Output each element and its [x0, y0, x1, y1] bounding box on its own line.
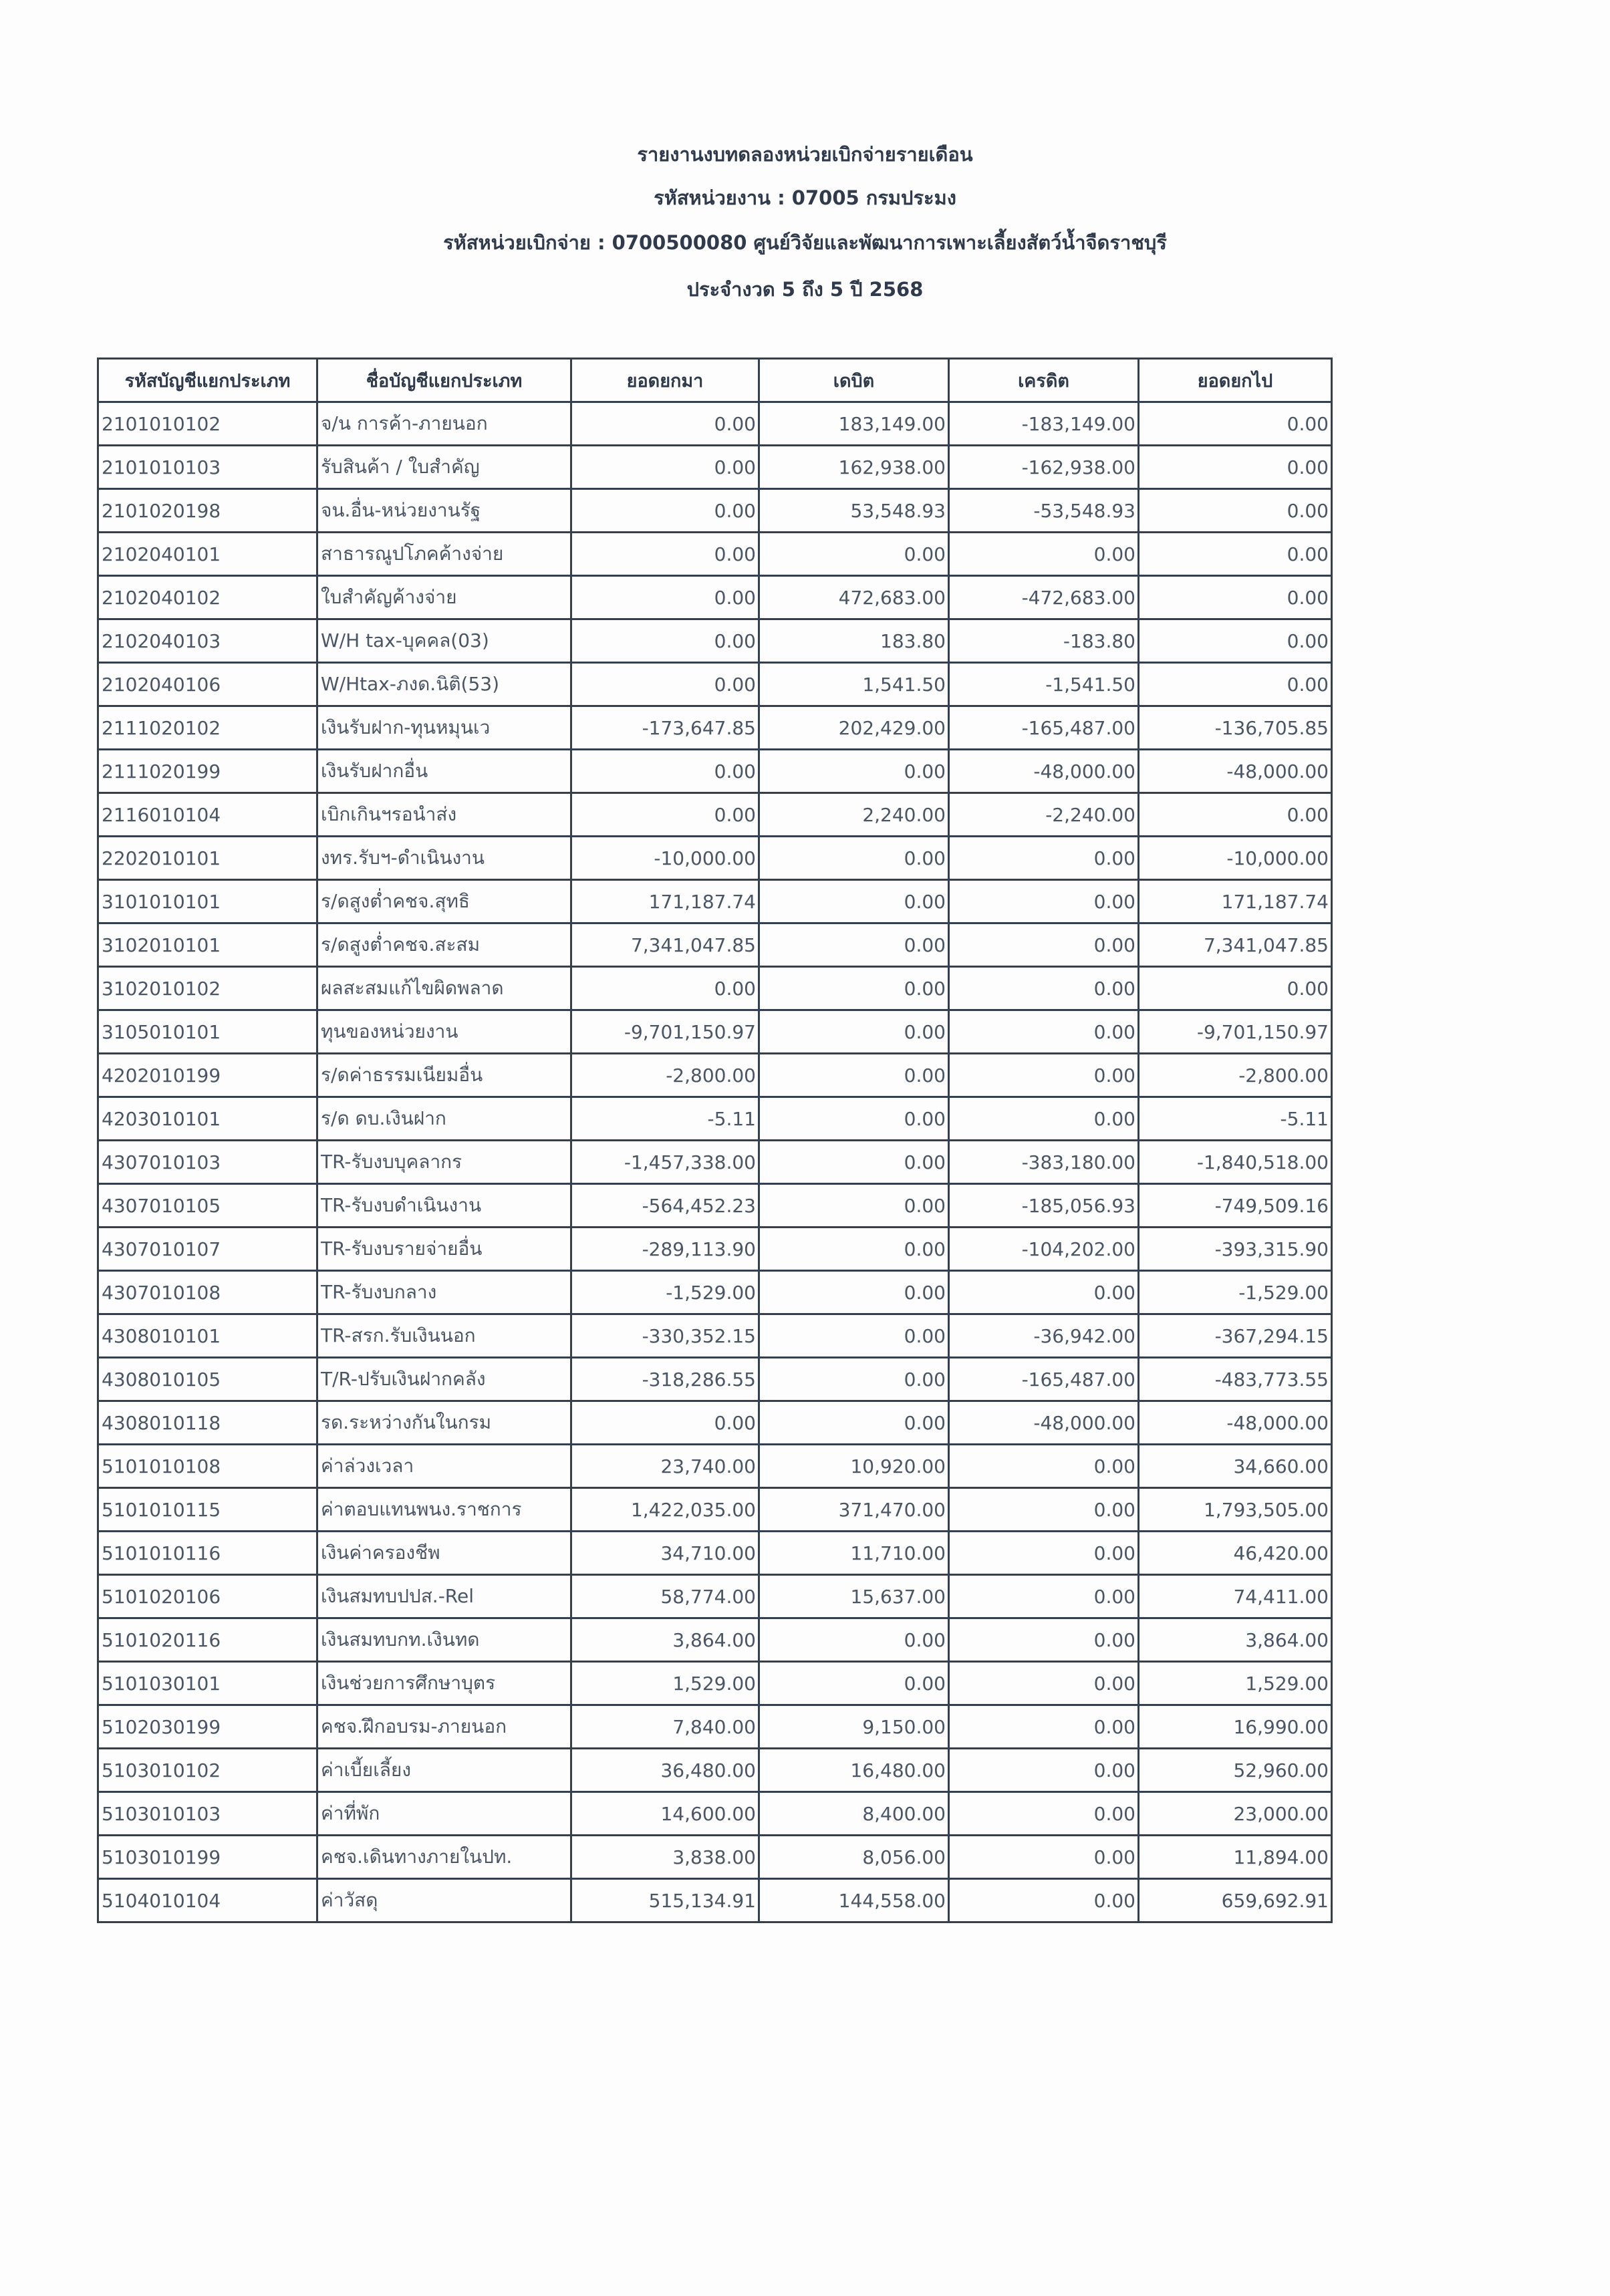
brought-forward-cell: -1,457,338.00 — [571, 1141, 759, 1184]
credit-cell: -36,942.00 — [949, 1314, 1139, 1358]
table-header-row — [98, 359, 1332, 402]
debit-cell: 472,683.00 — [759, 576, 949, 619]
carried-forward-cell: 52,960.00 — [1139, 1749, 1332, 1792]
account-code-cell: 5101020106 — [98, 1575, 317, 1618]
brought-forward-cell: 58,774.00 — [571, 1575, 759, 1618]
account-code-cell: 3105010101 — [98, 1010, 317, 1054]
account-name-cell: รับสินค้า / ใบสำคัญ — [317, 446, 571, 489]
brought-forward-cell: -173,647.85 — [571, 706, 759, 750]
account-name-cell: เงินรับฝากอื่น — [317, 750, 571, 793]
table-row — [98, 1228, 1332, 1271]
account-code-cell: 3102010102 — [98, 967, 317, 1010]
carried-forward-cell: -393,315.90 — [1139, 1228, 1332, 1271]
carried-forward-cell: 0.00 — [1139, 967, 1332, 1010]
carried-forward-cell: 659,692.91 — [1139, 1879, 1332, 1922]
carried-forward-cell: -5.11 — [1139, 1097, 1332, 1141]
carried-forward-cell: -48,000.00 — [1139, 1401, 1332, 1445]
credit-cell: -383,180.00 — [949, 1141, 1139, 1184]
account-name-cell: TR-รับงบรายจ่ายอื่น — [317, 1228, 571, 1271]
account-name-cell: ร/ดสูงต่ำคชจ.สุทธิ — [317, 880, 571, 923]
header-debit: เดบิต — [759, 359, 949, 402]
debit-cell: 0.00 — [759, 923, 949, 967]
credit-cell: 0.00 — [949, 1010, 1139, 1054]
carried-forward-cell: 0.00 — [1139, 446, 1332, 489]
credit-cell: -165,487.00 — [949, 1358, 1139, 1401]
table-row — [98, 793, 1332, 837]
brought-forward-cell: 36,480.00 — [571, 1749, 759, 1792]
brought-forward-cell: -9,701,150.97 — [571, 1010, 759, 1054]
header-account-name: ชื่อบัญชีแยกประเภท — [317, 359, 571, 402]
account-name-cell: คชจ.เดินทางภายในปท. — [317, 1836, 571, 1879]
brought-forward-cell: 23,740.00 — [571, 1445, 759, 1488]
credit-cell: -104,202.00 — [949, 1228, 1139, 1271]
account-name-cell: สาธารณูปโภคค้างจ่าย — [317, 533, 571, 576]
debit-cell: 371,470.00 — [759, 1488, 949, 1532]
account-code-cell: 3101010101 — [98, 880, 317, 923]
brought-forward-cell: 0.00 — [571, 446, 759, 489]
credit-cell: 0.00 — [949, 1097, 1139, 1141]
brought-forward-cell: -564,452.23 — [571, 1184, 759, 1228]
carried-forward-cell: 0.00 — [1139, 533, 1332, 576]
account-name-cell: TR-รับงบบุคลากร — [317, 1141, 571, 1184]
table-row — [98, 750, 1332, 793]
credit-cell: 0.00 — [949, 1879, 1139, 1922]
credit-cell: -185,056.93 — [949, 1184, 1139, 1228]
account-name-cell: รด.ระหว่างกันในกรม — [317, 1401, 571, 1445]
account-code-cell: 4307010107 — [98, 1228, 317, 1271]
account-name-cell: เงินสมทบปปส.-Rel — [317, 1575, 571, 1618]
table-row — [98, 1662, 1332, 1705]
credit-cell: 0.00 — [949, 1836, 1139, 1879]
debit-cell: 2,240.00 — [759, 793, 949, 837]
debit-cell: 0.00 — [759, 1097, 949, 1141]
debit-cell: 183,149.00 — [759, 402, 949, 446]
account-code-cell: 2102040101 — [98, 533, 317, 576]
brought-forward-cell: -289,113.90 — [571, 1228, 759, 1271]
table-row — [98, 1271, 1332, 1314]
account-code-cell: 4308010101 — [98, 1314, 317, 1358]
table-row — [98, 1575, 1332, 1618]
carried-forward-cell: -483,773.55 — [1139, 1358, 1332, 1401]
debit-cell: 183.80 — [759, 619, 949, 663]
credit-cell: 0.00 — [949, 1532, 1139, 1575]
table-row — [98, 967, 1332, 1010]
credit-cell: 0.00 — [949, 1575, 1139, 1618]
table-row — [98, 1488, 1332, 1532]
carried-forward-cell: 46,420.00 — [1139, 1532, 1332, 1575]
credit-cell: 0.00 — [949, 1705, 1139, 1749]
account-name-cell: TR-รับงบดำเนินงาน — [317, 1184, 571, 1228]
credit-cell: -48,000.00 — [949, 750, 1139, 793]
carried-forward-cell: 0.00 — [1139, 402, 1332, 446]
brought-forward-cell: 1,422,035.00 — [571, 1488, 759, 1532]
debit-cell: 16,480.00 — [759, 1749, 949, 1792]
account-name-cell: W/H tax-บุคคล(03) — [317, 619, 571, 663]
carried-forward-cell: -2,800.00 — [1139, 1054, 1332, 1097]
account-code-cell: 5102030199 — [98, 1705, 317, 1749]
account-name-cell: เงินช่วยการศึกษาบุตร — [317, 1662, 571, 1705]
debit-cell: 0.00 — [759, 967, 949, 1010]
debit-cell: 0.00 — [759, 1618, 949, 1662]
table-row — [98, 1618, 1332, 1662]
credit-cell: 0.00 — [949, 967, 1139, 1010]
account-name-cell: เงินค่าครองชีพ — [317, 1532, 571, 1575]
brought-forward-cell: 7,341,047.85 — [571, 923, 759, 967]
table-row — [98, 533, 1332, 576]
carried-forward-cell: 16,990.00 — [1139, 1705, 1332, 1749]
account-name-cell: เงินรับฝาก-ทุนหมุนเว — [317, 706, 571, 750]
brought-forward-cell: -10,000.00 — [571, 837, 759, 880]
table-row — [98, 663, 1332, 706]
debit-cell: 0.00 — [759, 1662, 949, 1705]
account-code-cell: 2102040102 — [98, 576, 317, 619]
credit-cell: -472,683.00 — [949, 576, 1139, 619]
account-name-cell: เงินสมทบกท.เงินทด — [317, 1618, 571, 1662]
account-code-cell: 4308010105 — [98, 1358, 317, 1401]
table-row — [98, 1358, 1332, 1401]
brought-forward-cell: 0.00 — [571, 533, 759, 576]
credit-cell: -2,240.00 — [949, 793, 1139, 837]
credit-cell: 0.00 — [949, 880, 1139, 923]
brought-forward-cell: 0.00 — [571, 793, 759, 837]
brought-forward-cell: -330,352.15 — [571, 1314, 759, 1358]
account-code-cell: 2101010102 — [98, 402, 317, 446]
credit-cell: 0.00 — [949, 1054, 1139, 1097]
account-name-cell: T/R-ปรับเงินฝากคลัง — [317, 1358, 571, 1401]
account-name-cell: ทุนของหน่วยงาน — [317, 1010, 571, 1054]
account-code-cell: 5104010104 — [98, 1879, 317, 1922]
account-code-cell: 5101010108 — [98, 1445, 317, 1488]
account-code-cell: 4307010108 — [98, 1271, 317, 1314]
credit-cell: 0.00 — [949, 1445, 1139, 1488]
brought-forward-cell: -5.11 — [571, 1097, 759, 1141]
table-row — [98, 1401, 1332, 1445]
period-line: ประจำงวด 5 ถึง 5 ปี 2568 — [686, 278, 924, 301]
account-name-cell: ค่าล่วงเวลา — [317, 1445, 571, 1488]
account-code-cell: 4202010199 — [98, 1054, 317, 1097]
carried-forward-cell: 171,187.74 — [1139, 880, 1332, 923]
debit-cell: 53,548.93 — [759, 489, 949, 533]
header-brought-forward: ยอดยกมา — [571, 359, 759, 402]
account-code-cell: 5103010103 — [98, 1792, 317, 1836]
account-code-cell: 2116010104 — [98, 793, 317, 837]
table-row — [98, 837, 1332, 880]
table-row — [98, 923, 1332, 967]
account-code-cell: 2111020199 — [98, 750, 317, 793]
carried-forward-cell: -367,294.15 — [1139, 1314, 1332, 1358]
debit-cell: 202,429.00 — [759, 706, 949, 750]
credit-cell: 0.00 — [949, 1749, 1139, 1792]
credit-cell: 0.00 — [949, 533, 1139, 576]
table-row — [98, 1184, 1332, 1228]
brought-forward-cell: 14,600.00 — [571, 1792, 759, 1836]
credit-cell: -1,541.50 — [949, 663, 1139, 706]
carried-forward-cell: 34,660.00 — [1139, 1445, 1332, 1488]
carried-forward-cell: 1,793,505.00 — [1139, 1488, 1332, 1532]
carried-forward-cell: -48,000.00 — [1139, 750, 1332, 793]
table-row — [98, 1141, 1332, 1184]
debit-cell: 0.00 — [759, 750, 949, 793]
agency-line: รหัสหน่วยงาน : 07005 กรมประมง — [654, 186, 956, 209]
brought-forward-cell: 0.00 — [571, 576, 759, 619]
credit-cell: 0.00 — [949, 923, 1139, 967]
account-code-cell: 2102040103 — [98, 619, 317, 663]
carried-forward-cell: -136,705.85 — [1139, 706, 1332, 750]
credit-cell: 0.00 — [949, 837, 1139, 880]
debit-cell: 1,541.50 — [759, 663, 949, 706]
debit-cell: 0.00 — [759, 837, 949, 880]
account-code-cell: 4307010103 — [98, 1141, 317, 1184]
account-code-cell: 5101020116 — [98, 1618, 317, 1662]
table-row — [98, 1836, 1332, 1879]
carried-forward-cell: 7,341,047.85 — [1139, 923, 1332, 967]
debit-cell: 0.00 — [759, 1358, 949, 1401]
report-title: รายงานงบทดลองหน่วยเบิกจ่ายรายเดือน — [637, 143, 973, 166]
account-name-cell: ใบสำคัญค้างจ่าย — [317, 576, 571, 619]
table-row — [98, 1445, 1332, 1488]
debit-cell: 0.00 — [759, 1054, 949, 1097]
account-code-cell: 5101030101 — [98, 1662, 317, 1705]
debit-cell: 10,920.00 — [759, 1445, 949, 1488]
brought-forward-cell: 1,529.00 — [571, 1662, 759, 1705]
account-name-cell: ผลสะสมแก้ไขผิดพลาด — [317, 967, 571, 1010]
account-name-cell: จ/น การค้า-ภายนอก — [317, 402, 571, 446]
carried-forward-cell: -1,529.00 — [1139, 1271, 1332, 1314]
carried-forward-cell: 0.00 — [1139, 793, 1332, 837]
debit-cell: 162,938.00 — [759, 446, 949, 489]
trial-balance-table — [97, 357, 1333, 1923]
account-name-cell: เบิกเกินฯรอนำส่ง — [317, 793, 571, 837]
account-name-cell: ค่าที่พัก — [317, 1792, 571, 1836]
brought-forward-cell: 7,840.00 — [571, 1705, 759, 1749]
debit-cell: 15,637.00 — [759, 1575, 949, 1618]
account-code-cell: 2202010101 — [98, 837, 317, 880]
table-row — [98, 619, 1332, 663]
credit-cell: -183,149.00 — [949, 402, 1139, 446]
account-code-cell: 2111020102 — [98, 706, 317, 750]
credit-cell: 0.00 — [949, 1488, 1139, 1532]
header-carried-forward: ยอดยกไป — [1139, 359, 1332, 402]
table-row — [98, 1054, 1332, 1097]
table-row — [98, 1097, 1332, 1141]
brought-forward-cell: 0.00 — [571, 619, 759, 663]
account-code-cell: 5103010102 — [98, 1749, 317, 1792]
credit-cell: -165,487.00 — [949, 706, 1139, 750]
account-name-cell: ร/ดสูงต่ำคชจ.สะสม — [317, 923, 571, 967]
credit-cell: 0.00 — [949, 1662, 1139, 1705]
carried-forward-cell: 0.00 — [1139, 663, 1332, 706]
debit-cell: 144,558.00 — [759, 1879, 949, 1922]
account-code-cell: 4203010101 — [98, 1097, 317, 1141]
debit-cell: 0.00 — [759, 1271, 949, 1314]
debit-cell: 11,710.00 — [759, 1532, 949, 1575]
brought-forward-cell: 0.00 — [571, 967, 759, 1010]
debit-cell: 0.00 — [759, 1010, 949, 1054]
carried-forward-cell: 0.00 — [1139, 489, 1332, 533]
account-code-cell: 4308010118 — [98, 1401, 317, 1445]
account-name-cell: ร/ด ดบ.เงินฝาก — [317, 1097, 571, 1141]
table-row — [98, 1532, 1332, 1575]
credit-cell: 0.00 — [949, 1271, 1139, 1314]
debit-cell: 0.00 — [759, 880, 949, 923]
debit-cell: 8,056.00 — [759, 1836, 949, 1879]
account-code-cell: 2101010103 — [98, 446, 317, 489]
account-name-cell: W/Htax-ภงด.นิติ(53) — [317, 663, 571, 706]
debit-cell: 9,150.00 — [759, 1705, 949, 1749]
credit-cell: -53,548.93 — [949, 489, 1139, 533]
carried-forward-cell: -749,509.16 — [1139, 1184, 1332, 1228]
account-name-cell: จน.อื่น-หน่วยงานรัฐ — [317, 489, 571, 533]
account-code-cell: 5101010116 — [98, 1532, 317, 1575]
carried-forward-cell: 11,894.00 — [1139, 1836, 1332, 1879]
debit-cell: 0.00 — [759, 1314, 949, 1358]
credit-cell: -162,938.00 — [949, 446, 1139, 489]
credit-cell: -183.80 — [949, 619, 1139, 663]
account-name-cell: TR-รับงบกลาง — [317, 1271, 571, 1314]
table-row — [98, 1314, 1332, 1358]
account-name-cell: งทร.รับฯ-ดำเนินงาน — [317, 837, 571, 880]
header-account-code: รหัสบัญชีแยกประเภท — [98, 359, 317, 402]
table-row — [98, 880, 1332, 923]
debit-cell: 0.00 — [759, 1184, 949, 1228]
account-code-cell: 4307010105 — [98, 1184, 317, 1228]
brought-forward-cell: 0.00 — [571, 402, 759, 446]
account-name-cell: ค่าตอบแทนพนง.ราชการ — [317, 1488, 571, 1532]
account-code-cell: 3102010101 — [98, 923, 317, 967]
debit-cell: 0.00 — [759, 533, 949, 576]
carried-forward-cell: 23,000.00 — [1139, 1792, 1332, 1836]
table-row — [98, 1879, 1332, 1922]
table-row — [98, 402, 1332, 446]
table-row — [98, 1705, 1332, 1749]
account-code-cell: 5101010115 — [98, 1488, 317, 1532]
brought-forward-cell: 34,710.00 — [571, 1532, 759, 1575]
brought-forward-cell: -318,286.55 — [571, 1358, 759, 1401]
brought-forward-cell: 515,134.91 — [571, 1879, 759, 1922]
table-row — [98, 576, 1332, 619]
table-row — [98, 489, 1332, 533]
account-name-cell: ร/ดค่าธรรมเนียมอื่น — [317, 1054, 571, 1097]
debit-cell: 0.00 — [759, 1141, 949, 1184]
brought-forward-cell: 0.00 — [571, 750, 759, 793]
carried-forward-cell: 74,411.00 — [1139, 1575, 1332, 1618]
credit-cell: 0.00 — [949, 1792, 1139, 1836]
table-row — [98, 1749, 1332, 1792]
debit-cell: 8,400.00 — [759, 1792, 949, 1836]
brought-forward-cell: 0.00 — [571, 1401, 759, 1445]
debit-cell: 0.00 — [759, 1228, 949, 1271]
carried-forward-cell: 0.00 — [1139, 576, 1332, 619]
table-body — [98, 402, 1332, 1922]
header-credit: เครดิต — [949, 359, 1139, 402]
account-code-cell: 2101020198 — [98, 489, 317, 533]
carried-forward-cell: 1,529.00 — [1139, 1662, 1332, 1705]
account-name-cell: TR-สรก.รับเงินนอก — [317, 1314, 571, 1358]
brought-forward-cell: 0.00 — [571, 663, 759, 706]
account-name-cell: คชจ.ฝึกอบรม-ภายนอก — [317, 1705, 571, 1749]
brought-forward-cell: 171,187.74 — [571, 880, 759, 923]
carried-forward-cell: -1,840,518.00 — [1139, 1141, 1332, 1184]
brought-forward-cell: -2,800.00 — [571, 1054, 759, 1097]
brought-forward-cell: 3,864.00 — [571, 1618, 759, 1662]
debit-cell: 0.00 — [759, 1401, 949, 1445]
table-row — [98, 1010, 1332, 1054]
account-name-cell: ค่าเบี้ยเลี้ยง — [317, 1749, 571, 1792]
brought-forward-cell: 0.00 — [571, 489, 759, 533]
carried-forward-cell: 3,864.00 — [1139, 1618, 1332, 1662]
credit-cell: 0.00 — [949, 1618, 1139, 1662]
credit-cell: -48,000.00 — [949, 1401, 1139, 1445]
table-row — [98, 446, 1332, 489]
brought-forward-cell: -1,529.00 — [571, 1271, 759, 1314]
account-name-cell: ค่าวัสดุ — [317, 1879, 571, 1922]
carried-forward-cell: -10,000.00 — [1139, 837, 1332, 880]
brought-forward-cell: 3,838.00 — [571, 1836, 759, 1879]
carried-forward-cell: 0.00 — [1139, 619, 1332, 663]
disbursement-unit-line: รหัสหน่วยเบิกจ่าย : 0700500080 ศูนย์วิจัยและพัฒนาการเพาะเลี้ยงสัตว์น้ำจืดราชบุรี — [443, 231, 1167, 254]
table-row — [98, 706, 1332, 750]
account-code-cell: 2102040106 — [98, 663, 317, 706]
table-row — [98, 1792, 1332, 1836]
carried-forward-cell: -9,701,150.97 — [1139, 1010, 1332, 1054]
account-code-cell: 5103010199 — [98, 1836, 317, 1879]
